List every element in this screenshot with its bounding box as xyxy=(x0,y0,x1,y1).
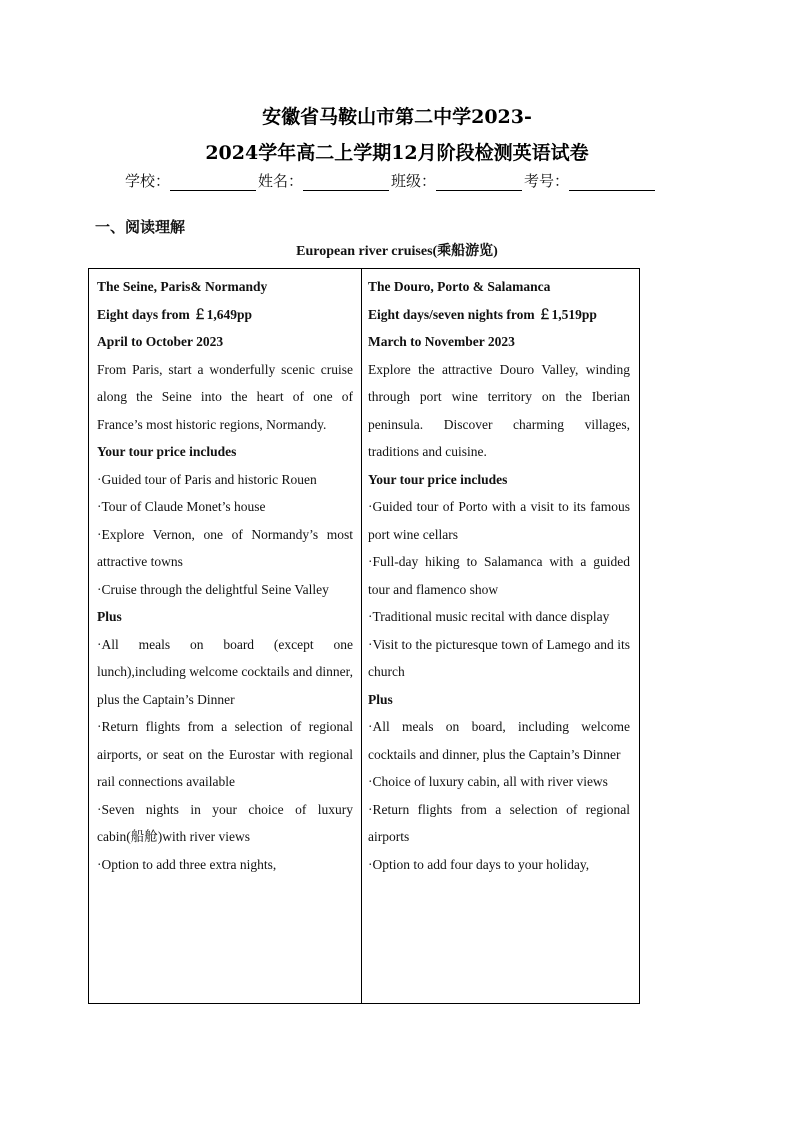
column-divider xyxy=(361,269,362,1003)
exam-title-line-1: 安徽省马鞍山市第二中学2023- xyxy=(262,106,532,128)
plus-heading: Plus xyxy=(97,609,122,624)
cruise-description: From Paris, start a wonderfully scenic cruise along the Seine into the heart of one of France’s most historic regions, Normandy. xyxy=(97,361,353,432)
cruise-dates: April to October 2023 xyxy=(97,334,224,349)
cruise-table xyxy=(88,268,640,1004)
cruise-description: Explore the attractive Douro Valley, winding through port wine territory on the Iberian peninsula. Discover charming villages, traditions and cuisine. xyxy=(368,361,630,459)
list-item: ·Traditional music recital with dance display xyxy=(368,609,610,624)
name-label: 姓名： xyxy=(258,172,304,190)
exam-title-line-2: 2024学年高二上学期12月阶段检测英语试卷 xyxy=(205,142,589,164)
list-item: ·Tour of Claude Monet’s house xyxy=(97,499,266,514)
class-blank[interactable] xyxy=(436,175,522,191)
cruise-price: Eight days/seven nights from ￡1,519pp xyxy=(368,306,597,322)
list-item: ·Guided tour of Porto with a visit to its famous port wine cellars xyxy=(368,499,630,542)
cruise-dates: March to November 2023 xyxy=(368,334,515,349)
list-item: ·Explore Vernon, one of Normandy’s most attractive towns xyxy=(97,526,353,569)
list-item: ·All meals on board (except one lunch),including welcome cocktails and dinner, plus the Captain’s Dinner xyxy=(97,636,353,707)
school-blank[interactable] xyxy=(170,175,256,191)
list-item: ·Return flights from a selection of regional airports, or seat on the Eurostar with regional rail connections available xyxy=(97,719,353,789)
list-item: ·Option to add three extra nights, xyxy=(97,856,277,872)
section-title: 一、阅读理解 xyxy=(95,218,186,236)
seine-column xyxy=(97,273,353,878)
includes-heading: Your tour price includes xyxy=(368,471,508,487)
exam-number-label: 考号： xyxy=(524,172,570,190)
plus-heading: Plus xyxy=(368,691,393,707)
exam-number-blank[interactable] xyxy=(569,175,655,191)
cruise-price: Eight days from ￡1,649pp xyxy=(97,306,253,322)
list-item: ·All meals on board, including welcome cocktails and dinner, plus the Captain’s Dinner xyxy=(368,719,630,762)
passage-title: European river cruises(乘船游览) xyxy=(296,244,498,259)
list-item: ·Seven nights in your choice of luxury cabin(船舱)with river views xyxy=(97,801,353,844)
student-info-row xyxy=(125,170,657,191)
list-item: ·Cruise through the delightful Seine Valley xyxy=(97,581,329,597)
douro-column xyxy=(368,273,630,878)
list-item: ·Return flights from a selection of regional airports xyxy=(368,801,630,844)
cruise-heading: The Seine, Paris& Normandy xyxy=(97,279,268,294)
includes-heading: Your tour price includes xyxy=(97,444,237,459)
school-label: 学校： xyxy=(125,172,171,190)
list-item: ·Choice of luxury cabin, all with river views xyxy=(368,774,608,789)
list-item: ·Guided tour of Paris and historic Rouen xyxy=(97,471,317,487)
list-item: ·Option to add four days to your holiday, xyxy=(368,856,590,872)
class-label: 班级： xyxy=(391,172,437,190)
name-blank[interactable] xyxy=(303,175,389,191)
cruise-heading: The Douro, Porto & Salamanca xyxy=(368,279,551,294)
list-item: ·Visit to the picturesque town of Lamego and its church xyxy=(368,636,630,679)
list-item: ·Full-day hiking to Salamanca with a guided tour and flamenco show xyxy=(368,554,630,597)
